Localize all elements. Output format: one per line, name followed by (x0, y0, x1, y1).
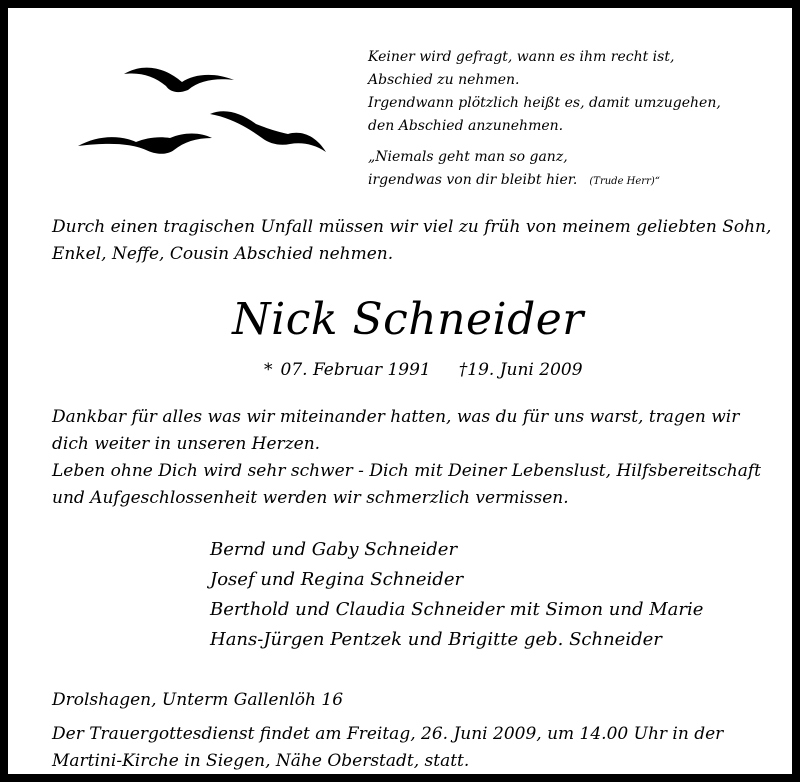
family-member: Josef und Regina Schneider (210, 569, 464, 590)
bird-left (78, 134, 212, 154)
address: Drolshagen, Unterm Gallenlöh 16 (52, 690, 344, 710)
birth-symbol: * (264, 360, 273, 380)
death-symbol: † (458, 360, 468, 380)
death-date: 19. Juni 2009 (467, 360, 583, 380)
poem-attribution: (Trude Herr)“ (589, 176, 660, 187)
poem-line: Abschied zu nehmen. (368, 72, 520, 88)
flying-birds-icon (74, 56, 334, 166)
message-paragraph: Leben ohne Dich wird sehr schwer - Dich mit Deiner Lebenslust, Hilfsbereitschaft und Aufgeschlossenheit werden wir schmerzlich vermissen. (52, 461, 762, 508)
birth-date: 07. Februar 1991 (280, 360, 431, 380)
poem-line: den Abschied anzunehmen. (368, 118, 564, 134)
poem-line: Irgendwann plötzlich heißt es, damit umzugehen, (368, 95, 721, 111)
poem-line-with-attribution (368, 169, 788, 193)
bird-right (210, 111, 326, 152)
intro-text: Durch einen tragischen Unfall müssen wir viel zu früh von meinem geliebten Sohn, Enkel, Neffe, Cousin Abschied nehmen. (52, 217, 772, 264)
bird-top (124, 68, 234, 93)
message-paragraph: Dankbar für alles was wir miteinander hatten, was du für uns warst, tragen wir dich weiter in unseren Herzen. (52, 407, 740, 454)
life-dates (264, 358, 583, 382)
poem (368, 46, 788, 193)
service-info: Der Trauergottesdienst findet am Freitag, 26. Juni 2009, um 14.00 Uhr in der Martini-Kirche in Siegen, Nähe Oberstadt, statt. (52, 724, 724, 771)
message (52, 404, 768, 512)
family-member: Hans-Jürgen Pentzek und Brigitte geb. Schneider (210, 629, 662, 650)
poem-line: Keiner wird gefragt, wann es ihm recht ist, (368, 49, 675, 65)
deceased-name: Nick Schneider (232, 294, 584, 345)
family-member: Berthold und Claudia Schneider mit Simon und Marie (210, 599, 704, 620)
family-list (210, 535, 703, 655)
poem-line: „Niemals geht man so ganz, (368, 149, 568, 165)
family-member: Bernd und Gaby Schneider (210, 539, 458, 560)
poem-line: irgendwas von dir bleibt hier. (368, 172, 578, 188)
